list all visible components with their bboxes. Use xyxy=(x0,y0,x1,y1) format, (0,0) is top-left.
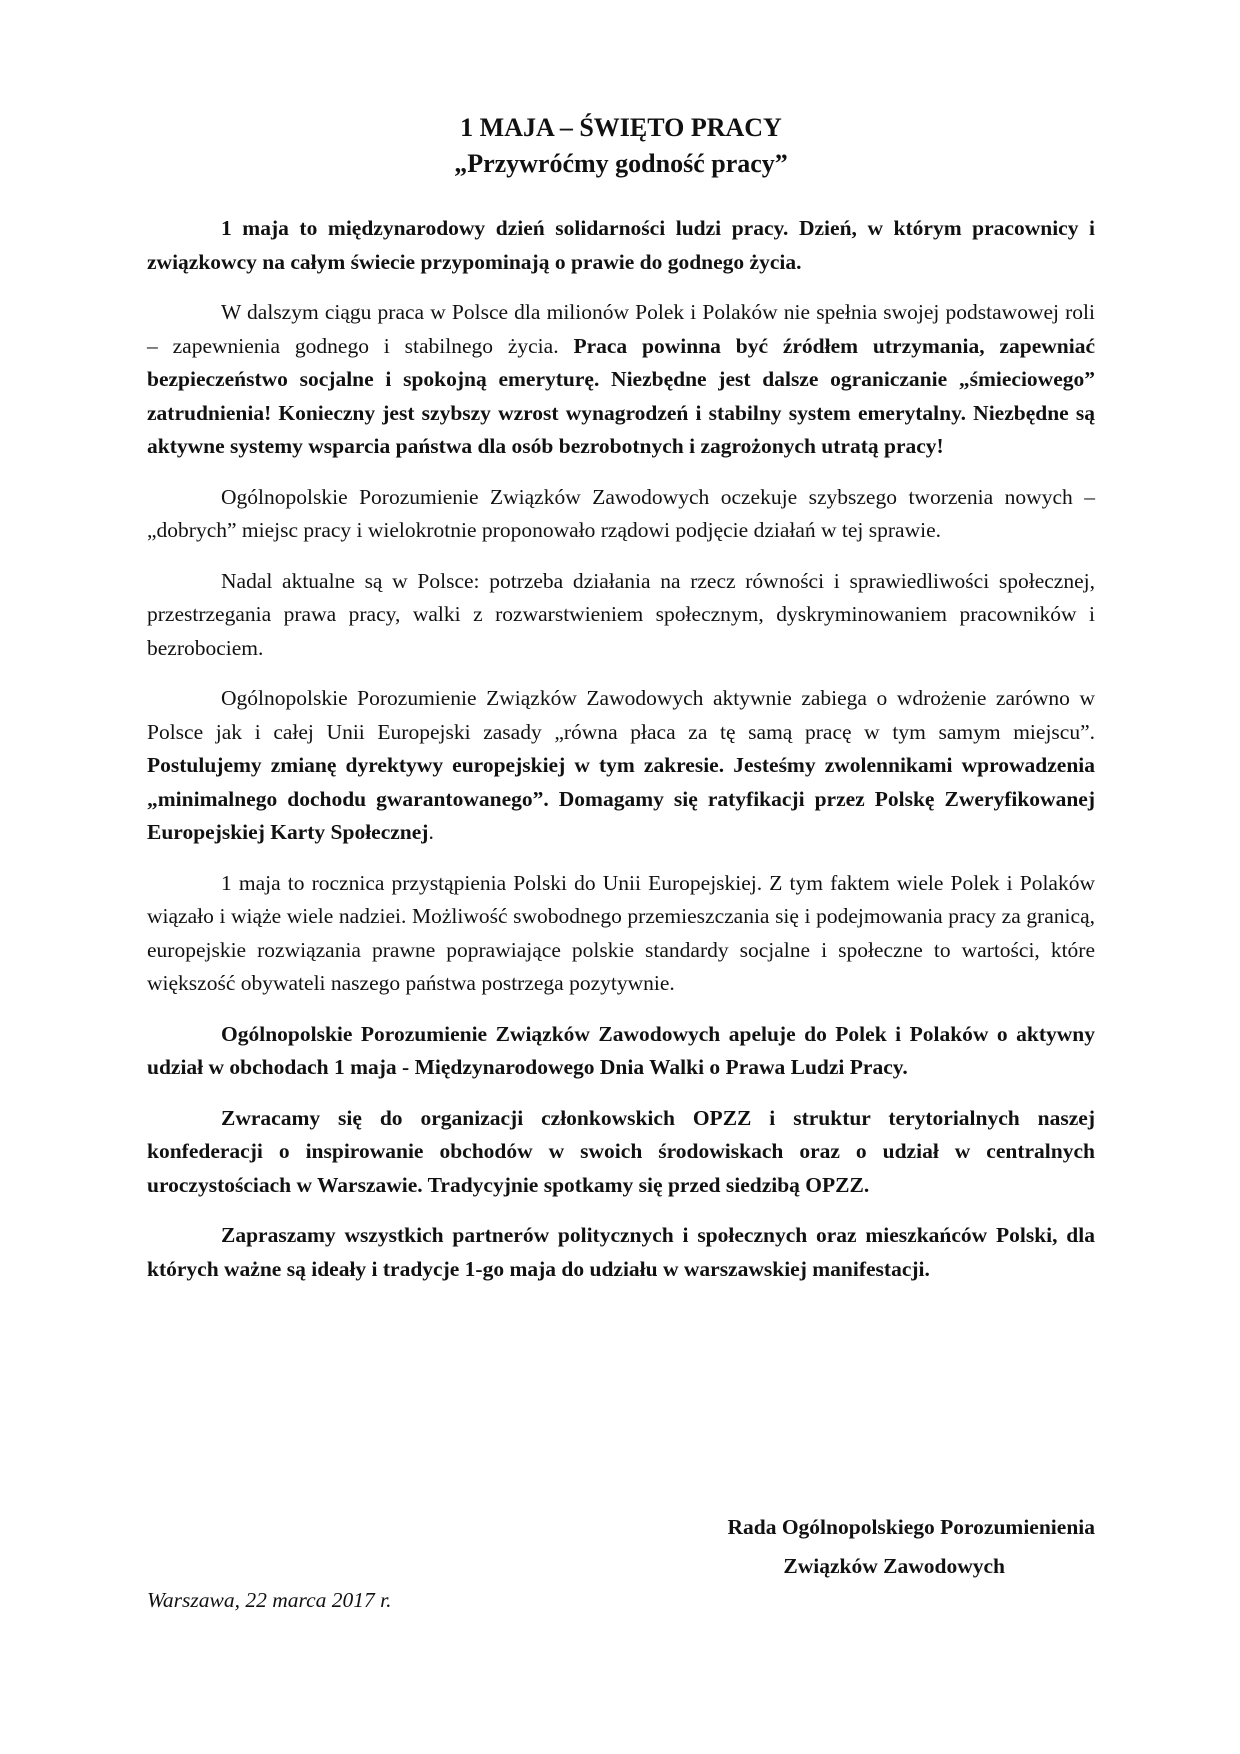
paragraph-3-text: Ogólnopolskie Porozumienie Związków Zawodowych oczekuje szybszego tworzenia nowych – „dobrych” miejsc pracy i wielokrotnie proponowało rządowi podjęcie działań w tej sprawie. xyxy=(147,484,1095,542)
signature-line-1: Rada Ogólnopolskiego Porozumienienia xyxy=(727,1515,1095,1539)
paragraph-5-text: Ogólnopolskie Porozumienie Związków Zawodowych aktywnie zabiega o wdrożenie zarówno w Polsce jak i całej Unii Europejski zasady „równa płaca za tę samą pracę w tym samym miejscu”. xyxy=(147,686,1095,744)
document-subtitle: „Przywróćmy godność pracy” xyxy=(454,149,788,178)
paragraph-2 xyxy=(147,296,1095,464)
document-title: 1 MAJA – ŚWIĘTO PRACY xyxy=(460,113,782,142)
paragraph-6 xyxy=(147,867,1095,1001)
paragraph-3 xyxy=(147,481,1095,548)
paragraph-6-text: 1 maja to rocznica przystąpienia Polski do Unii Europejskiej. Z tym faktem wiele Polek i Polaków wiązało i wiąże wiele nadziei. Możliwość swobodnego przemieszczania się i podejmowania pracy za granicą, europejskie rozwiązania prawne poprawiające polskie standardy socjalne i społeczne to wartości, które większość obywateli naszego państwa postrzega pozytywnie. xyxy=(147,870,1095,995)
place-and-date: Warszawa, 22 marca 2017 r. xyxy=(147,1588,392,1612)
paragraph-7-bold: Ogólnopolskie Porozumienie Związków Zawodowych apeluje do Polek i Polaków o aktywny udział w obchodach 1 maja - Międzynarodowego Dnia Walki o Prawa Ludzi Pracy. xyxy=(147,1021,1095,1079)
paragraph-4-text: Nadal aktualne są w Polsce: potrzeba działania na rzecz równości i sprawiedliwości społecznej, przestrzegania prawa pracy, walki z rozwarstwieniem społecznym, dyskryminowaniem pracowników i bezrobociem. xyxy=(147,568,1095,660)
paragraph-2-bold: Praca powinna być źródłem utrzymania, zapewniać bezpieczeństwo socjalne i spokojną emeryturę. Niezbędne jest dalsze ograniczanie „śmieciowego” zatrudnienia! Konieczny jest szybszy wzrost wynagrodzeń i stabilny system emerytalny. Niezbędne są aktywne systemy wsparcia państwa dla osób bezrobotnych i zagrożonych utratą pracy! xyxy=(147,333,1095,458)
paragraph-9-bold: Zapraszamy wszystkich partnerów politycznych i społecznych oraz mieszkańców Polski, dla których ważne są ideały i tradycje 1-go maja do udziału w warszawskiej manifestacji. xyxy=(147,1223,1095,1281)
paragraph-8-bold: Zwracamy się do organizacji członkowskich OPZZ i struktur terytorialnych naszej konfederacji o inspirowanie obchodów w swoich środowiskach oraz o udział w centralnych uroczystościach w Warszawie. Tradycyjnie spotkamy się przed siedzibą OPZZ. xyxy=(147,1105,1095,1197)
paragraph-1 xyxy=(147,212,1095,279)
paragraph-7 xyxy=(147,1018,1095,1085)
paragraph-5-tail: . xyxy=(428,820,434,844)
document-body xyxy=(147,110,1095,1303)
paragraph-8 xyxy=(147,1102,1095,1203)
paragraph-1-bold: 1 maja to międzynarodowy dzień solidarności ludzi pracy. Dzień, w którym pracownicy i związkowcy na całym świecie przypominają o prawie do godnego życia. xyxy=(147,216,1095,274)
signature-line-2: Związków Zawodowych xyxy=(783,1554,1005,1578)
paragraph-4 xyxy=(147,565,1095,666)
paragraph-9 xyxy=(147,1219,1095,1286)
paragraph-2-text: W dalszym ciągu praca w Polsce dla milionów Polek i Polaków nie spełnia swojej podstawowej roli – zapewnienia godnego i stabilnego życia. xyxy=(147,300,1095,358)
paragraph-5 xyxy=(147,682,1095,850)
paragraph-5-bold: Postulujemy zmianę dyrektywy europejskiej w tym zakresie. Jesteśmy zwolennikami wprowadzenia „minimalnego dochodu gwarantowanego”. Domagamy się ratyfikacji przez Polskę Zweryfikowanej Europejskiej Karty Społecznej xyxy=(147,753,1095,844)
